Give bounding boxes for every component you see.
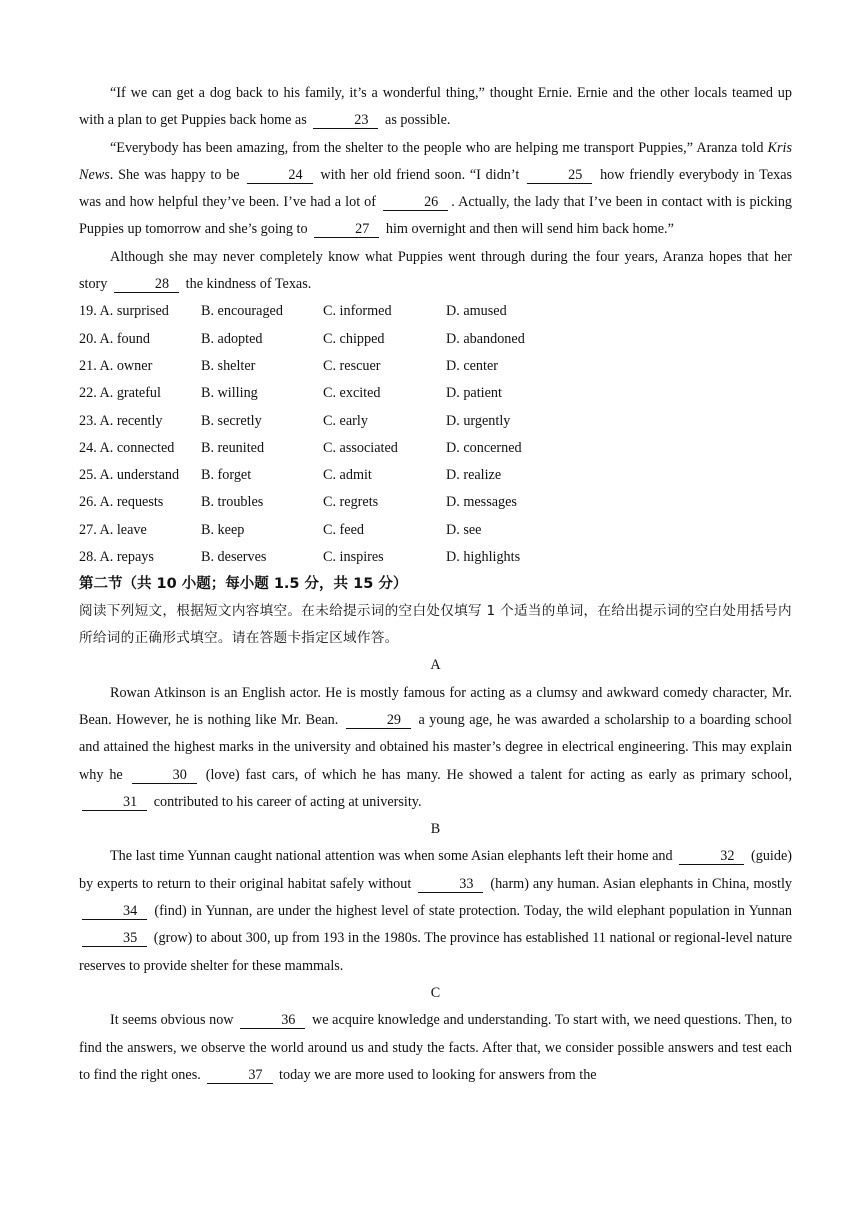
option-b: B. adopted [201,330,263,347]
answer-options [79,298,792,571]
passage-label-a: A [430,657,441,674]
text: “Everybody has been amazing, from the shelter to the people who are helping me transport Puppies,” Aranza told [110,139,764,156]
blank-25: 25 [527,167,592,184]
option-c: C. admit [323,467,372,484]
text: . Actually, the lady that I’ve been in contact with is picking Puppies up tomorrow and she’s going to [79,194,793,238]
option-d: D. messages [446,494,517,511]
option-d: D. center [446,357,498,374]
blank-36: 36 [240,1012,305,1029]
option-row [79,353,792,380]
option-a: 26. A. requests [79,494,164,511]
option-c: C. regrets [323,494,379,511]
option-a: 22. A. grateful [79,385,161,402]
passage-label-b: B [430,821,441,838]
option-c: C. excited [323,385,381,402]
blank-29: 29 [346,712,411,729]
section-title: 第二节（共 10 小题；每小题 1.5 分，共 15 分） [79,576,408,593]
option-b: B. reunited [201,439,265,456]
option-row [79,517,792,544]
option-row [79,544,792,571]
section-instructions: 阅读下列短文，根据短文内容填空。在未给提示词的空白处仅填写 1 个适当的单词，在给出提示词的空白处用括号内所给词的正确形式填空。请在答题卡指定区域作答。 [79,603,792,647]
option-b: B. willing [201,385,258,402]
blank-26: 26 [383,194,448,211]
option-a: 27. A. leave [79,521,147,538]
option-b: B. secretly [201,412,262,429]
option-d: D. realize [446,467,502,484]
option-c: C. informed [323,303,392,320]
passage-paragraph [79,244,792,299]
option-d: D. patient [446,385,502,402]
blank-23: 23 [313,112,378,129]
option-c: C. chipped [323,330,385,347]
text: we acquire knowledge and understanding. To start with, we need questions. Then, to find the answers, we observe the world around us and study the facts. After that, we consider possible answers and test each to find the right ones. [79,1012,793,1083]
option-b: B. troubles [201,494,264,511]
text: Although she may never completely know what Puppies went through during the four years, Aranza hopes that her story [79,248,792,293]
blank-28: 28 [114,276,179,293]
text: contributed to his career of acting at university. [153,793,422,810]
text: as possible. [385,112,451,129]
option-row [79,462,792,489]
blank-31: 31 [82,794,147,811]
text: “If we can get a dog back to his family, it’s a wonderful thing,” thought Ernie. Ernie and the other locals teamed up with a plan to get Puppies back home as [79,85,792,129]
option-a: 23. A. recently [79,412,163,429]
option-c: C. early [323,412,368,429]
option-a: 20. A. found [79,330,150,347]
blank-37: 37 [207,1067,272,1084]
text: Rowan Atkinson is an English actor. He is mostly famous for acting as a clumsy and awkward comedy character, Mr. Bean. However, he is nothing like Mr. Bean. [79,684,792,728]
text: today we are more used to looking for answers from the [279,1066,597,1083]
option-d: D. amused [446,303,507,320]
blank-27: 27 [314,221,379,238]
option-row [79,298,792,325]
option-a: 25. A. understand [79,467,180,484]
text: (harm) any human. Asian elephants in China, mostly [490,875,792,892]
blank-34: 34 [82,903,147,920]
text: a young age, he was awarded a scholarship to a boarding school and attained the highest marks in the university and obtained his master’s degree in electrical engineering. This may explain why he [79,711,792,783]
italic-text: Kris News [79,139,792,183]
text: The last time Yunnan caught national attention was when some Asian elephants left their home and [110,848,673,865]
blank-35: 35 [82,930,147,947]
blank-24: 24 [247,167,312,184]
text: how friendly everybody in Texas was and how helpful they’ve been. I’ve had a lot of [79,166,793,211]
text: It seems obvious now [110,1012,234,1029]
text: (guide) by experts to return to their original habitat safely without [79,848,792,892]
passage-paragraph [79,843,792,979]
option-b: B. shelter [201,357,256,374]
blank-32: 32 [679,848,744,865]
option-d: D. highlights [446,549,521,566]
option-a: 28. A. repays [79,549,154,566]
passage-paragraph [79,135,792,244]
option-c: C. rescuer [323,357,381,374]
option-row [79,408,792,435]
document-page [79,80,792,1089]
passage-paragraph [79,680,792,816]
passage-label-c: C [430,984,441,1001]
option-b: B. keep [201,521,245,538]
passage-paragraph [79,80,792,135]
text: with her old friend soon. “I didn’t [320,166,520,183]
option-b: B. forget [201,467,252,484]
option-a: 24. A. connected [79,439,175,456]
option-b: B. deserves [201,549,267,566]
text: (love) fast cars, of which he has many. He showed a talent for acting as early as primary school, [205,766,793,783]
option-row [79,489,792,516]
blank-33: 33 [418,876,483,893]
option-b: B. encouraged [201,303,283,320]
option-a: 19. A. surprised [79,303,169,320]
option-c: C. inspires [323,549,384,566]
text: the kindness of Texas. [185,276,312,293]
option-d: D. urgently [446,412,511,429]
option-a: 21. A. owner [79,357,153,374]
option-c: C. feed [323,521,364,538]
option-d: D. concerned [446,439,522,456]
option-d: D. abandoned [446,330,525,347]
text: (find) in Yunnan, are under the highest level of state protection. Today, the wild elephant population in Yunnan [154,903,792,920]
text: him overnight and then will send him back home.” [385,221,674,238]
text: . She was happy to be [109,166,240,183]
option-row [79,380,792,407]
option-d: D. see [446,521,482,538]
passage-paragraph [79,1007,792,1089]
option-c: C. associated [323,439,398,456]
option-row [79,326,792,353]
option-row [79,435,792,462]
text: (grow) to about 300, up from 193 in the 1980s. The province has established 11 national or regional-level nature reserves to provide shelter for these mammals. [79,930,792,974]
blank-30: 30 [132,767,197,784]
